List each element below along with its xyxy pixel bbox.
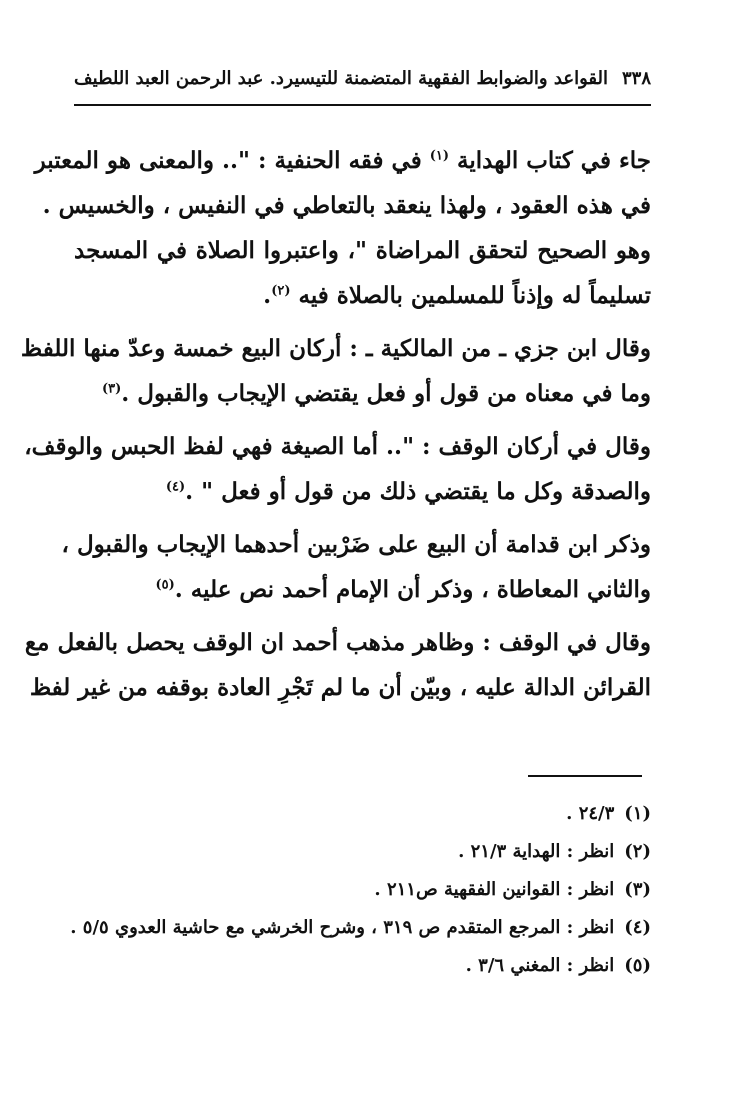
footnote-number: (٣) — [624, 879, 651, 900]
text-line — [20, 326, 651, 371]
footnote-item — [74, 833, 651, 871]
text-segment: والثاني المعاطاة ، وذكر أن الإمام أحمد نص عليه . — [174, 576, 651, 603]
footnote-number: (٤) — [624, 917, 651, 938]
footnote-number: (٥) — [624, 955, 651, 976]
text-segment: وذكر ابن قدامة أن البيع على ضَرْبين أحدهما الإيجاب والقبول ، — [61, 531, 651, 558]
text-segment: . — [263, 282, 272, 309]
text-line — [61, 522, 651, 567]
footnote-item — [70, 909, 651, 947]
paragraph — [24, 620, 651, 710]
footnote-divider — [528, 775, 642, 777]
footnote-text: انظر : المغني ٣/٦ . — [465, 955, 615, 976]
text-line — [74, 273, 651, 318]
page-number: ٣٣٨ — [621, 67, 651, 89]
footnotes — [70, 795, 651, 985]
header-divider — [74, 104, 651, 106]
footnote-reference: (٤) — [165, 479, 186, 495]
text-line — [24, 620, 651, 665]
text-segment: جاء في كتاب الهداية — [449, 147, 651, 174]
text-line — [74, 371, 651, 416]
footnote-item — [74, 947, 651, 985]
paragraph — [20, 326, 651, 416]
text-segment: وقال في الوقف : وظاهر مذهب أحمد ان الوقف يحصل بالفعل مع — [24, 629, 651, 656]
footnote-item — [74, 795, 651, 833]
footnote-reference: (٥) — [155, 577, 175, 593]
text-line — [24, 424, 651, 469]
text-segment: تسليماً له وإذناً للمسلمين بالصلاة فيه — [290, 282, 651, 309]
text-line — [74, 469, 651, 514]
text-segment: في هذه العقود ، ولهذا ينعقد بالتعاطي في النفيس ، والخسيس . — [42, 192, 651, 219]
text-line — [74, 567, 651, 612]
text-segment: في فقه الحنفية : ".. والمعنى هو المعتبر — [34, 147, 430, 174]
book-title: القواعد والضوابط الفقهية المتضمنة للتيسير — [284, 67, 608, 89]
text-line — [34, 138, 651, 183]
paragraph — [34, 138, 651, 318]
text-segment: وما في معناه من قول أو فعل يقتضي الإيجاب والقبول . — [121, 380, 651, 407]
text-segment: وقال في أركان الوقف : ".. أما الصيغة فهي لفظ الحبس والوقف، — [24, 433, 651, 460]
footnote-text: ٢٤/٣ . — [566, 803, 615, 824]
text-segment: وقال ابن جزي ـ من المالكية ـ : أركان البيع خمسة وعدّ منها اللفظ — [20, 335, 651, 362]
author-name: د. عبد الرحمن العبد اللطيف — [74, 67, 284, 89]
running-header — [74, 62, 651, 94]
footnote-number: (٢) — [624, 841, 651, 862]
text-line — [29, 665, 651, 710]
text-segment: وهو الصحيح لتحقق المراضاة "، واعتبروا الصلاة في المسجد — [74, 237, 651, 264]
footnote-reference: (٢) — [271, 283, 291, 299]
text-line — [74, 228, 651, 273]
text-line — [42, 183, 651, 228]
paragraph — [24, 424, 651, 514]
footnote-reference: (١) — [429, 148, 450, 164]
footnote-reference: (٣) — [102, 381, 122, 397]
paragraph — [61, 522, 651, 612]
footnote-item — [74, 871, 651, 909]
footnote-text: انظر : المرجع المتقدم ص ٣١٩ ، وشرح الخرشي مع حاشية العدوي ٥/٥ . — [70, 917, 615, 938]
footnote-number: (١) — [624, 803, 651, 824]
body-text — [20, 138, 651, 718]
footnote-text: انظر : القوانين الفقهية ص٢١١ . — [374, 879, 615, 900]
footnote-text: انظر : الهداية ٢١/٣ . — [458, 841, 615, 862]
text-segment: القرائن الدالة عليه ، وبيّن أن ما لم تَجْرِ العادة بوقفه من غير لفظ — [29, 674, 651, 701]
text-segment: والصدقة وكل ما يقتضي ذلك من قول أو فعل " . — [185, 478, 651, 505]
